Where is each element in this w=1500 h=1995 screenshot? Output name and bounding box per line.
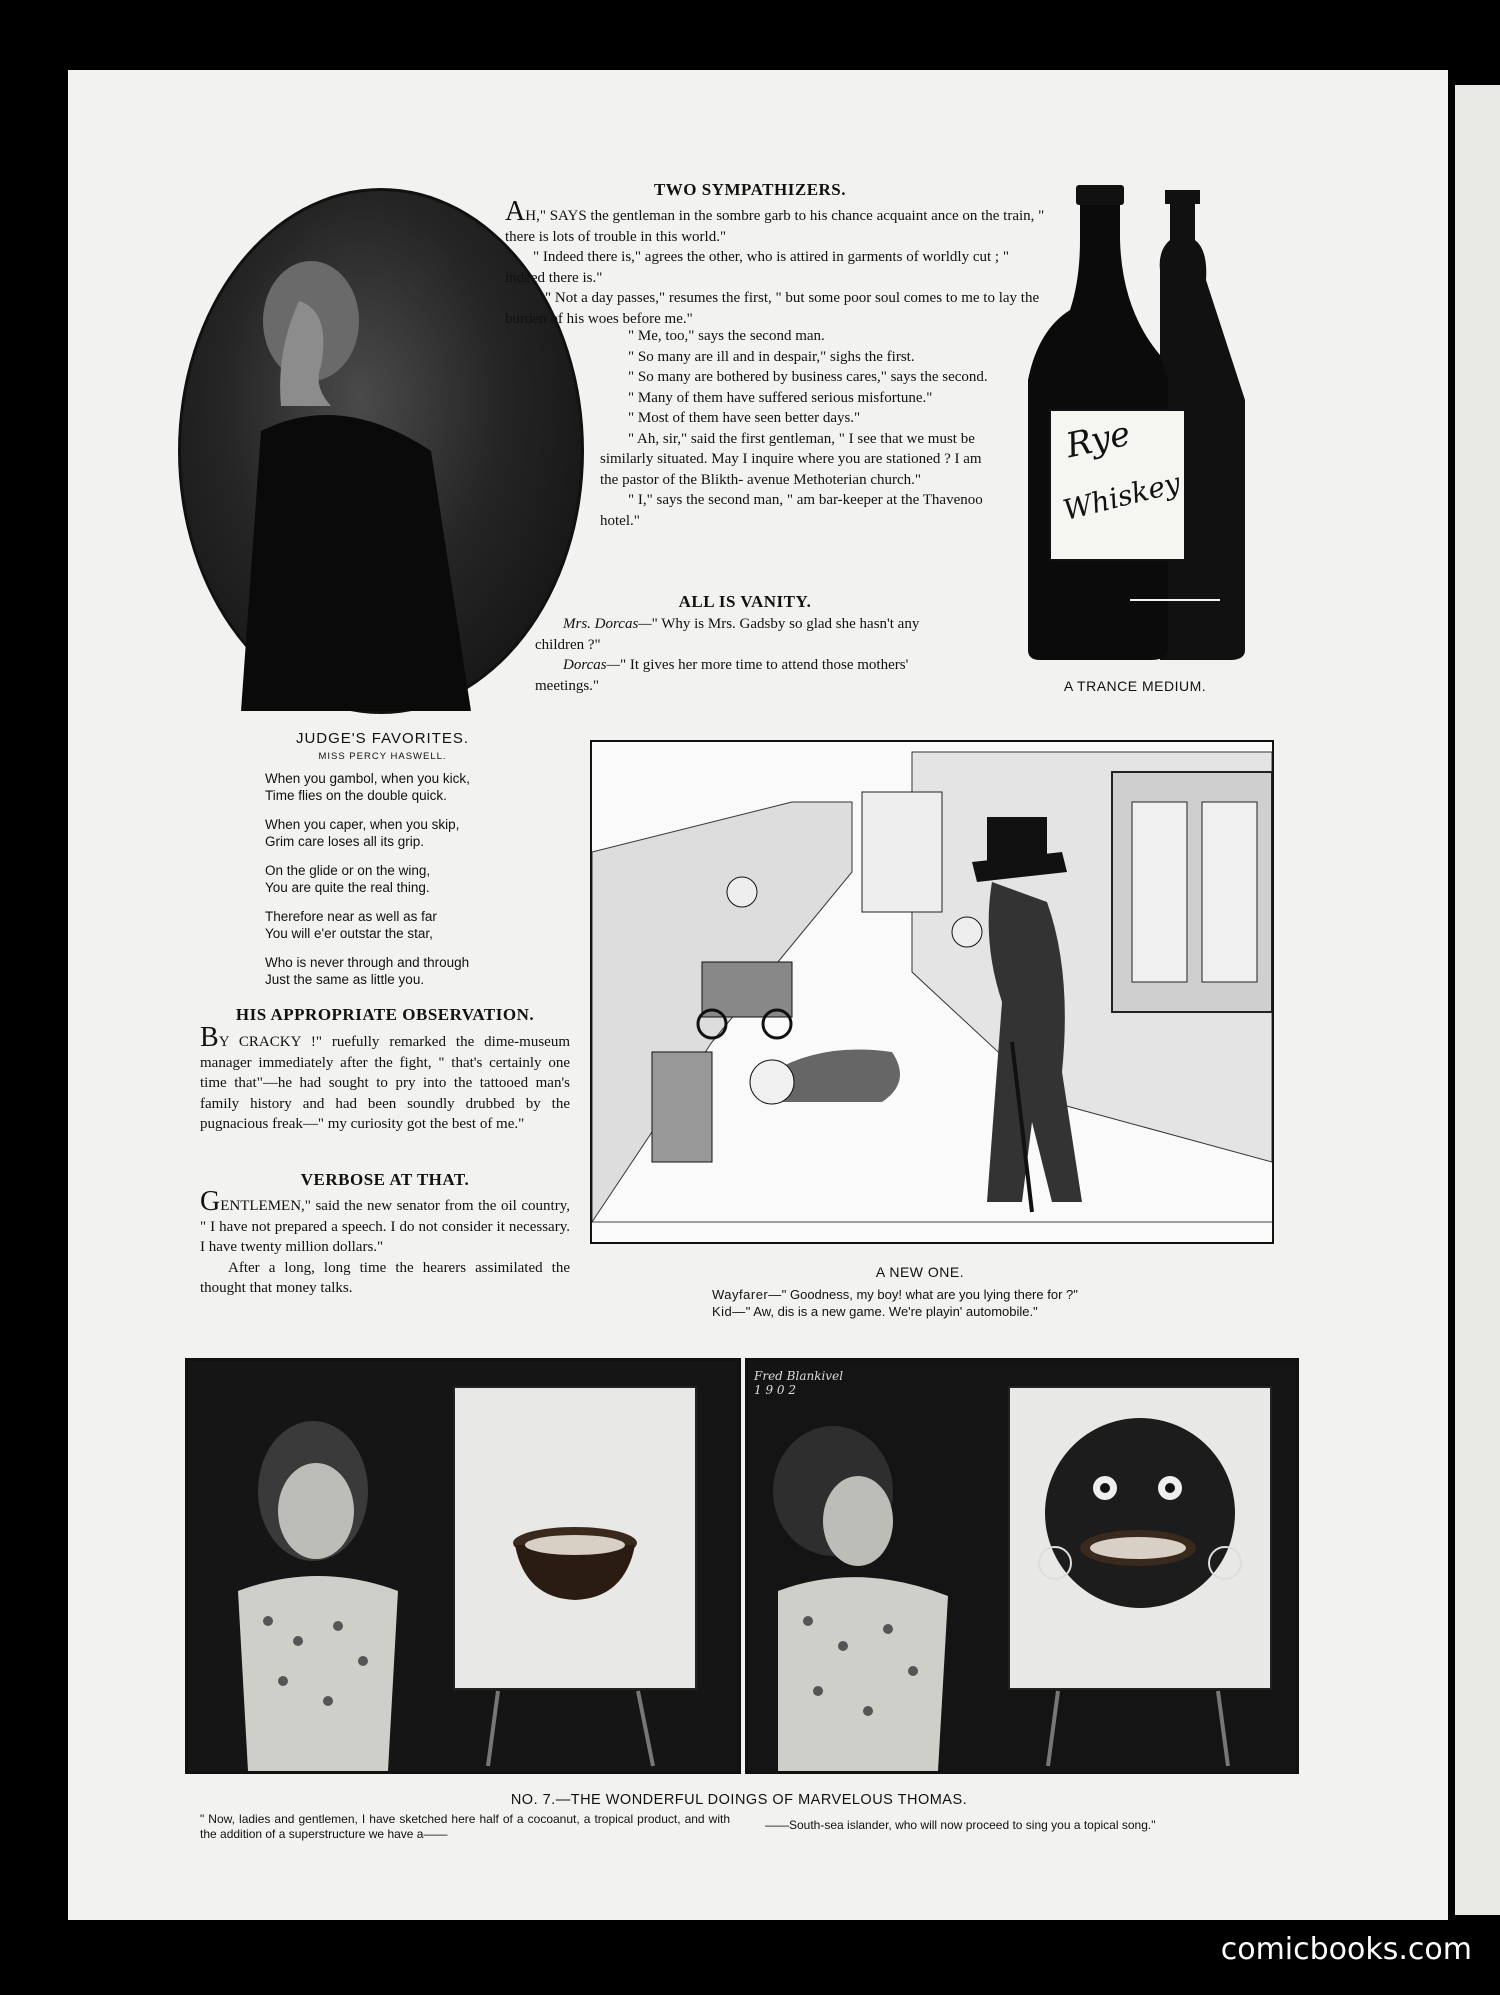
favorites-subtitle: MISS PERCY HASWELL. bbox=[318, 751, 447, 762]
poem-stanza: Therefore near as well as far You will e'er outstar the star, bbox=[265, 909, 437, 941]
thomas-left-caption: " Now, ladies and gentlemen, I have sketched here half of a cocoanut, a tropical product, and with the addition of a superstructure we have a—— bbox=[200, 1812, 730, 1841]
facing-page-edge bbox=[1455, 85, 1500, 1915]
thomas-panel-right bbox=[745, 1358, 1299, 1774]
vanity-speaker-1: Mrs. Dorcas— bbox=[563, 616, 652, 632]
whiskey-bottle-illustration bbox=[1010, 180, 1260, 670]
verbose-dropcap: G bbox=[200, 1186, 221, 1217]
observation-dropcap: B bbox=[200, 1022, 219, 1053]
verbose-body: GENTLEMEN," said the new senator from the oil country, " I have not prepared a speech. I do not consider it necessary. I have twenty million dollars." After a long, long time the hearers assimilated the thought that money talks. bbox=[200, 1186, 570, 1296]
poem-stanza: On the glide or on the wing, You are quite the real thing. bbox=[265, 863, 431, 895]
vanity-body: Mrs. Dorcas—" Why is Mrs. Gadsby so glad she hasn't any children ?" Dorcas—" It gives her more time to attend those mothers' meetings." bbox=[535, 616, 920, 694]
newone-body: Wayfarer—" Goodness, my boy! what are you lying there for ?" Kid—" Aw, dis is a new game. We're playin' automobile." bbox=[712, 1287, 1078, 1319]
watermark: comicbooks.com bbox=[1220, 1932, 1472, 1967]
thomas-panel-left bbox=[185, 1358, 741, 1774]
poem-stanza: When you caper, when you skip, Grim care loses all its grip. bbox=[265, 817, 460, 849]
vanity-title: ALL IS VANITY. bbox=[678, 592, 812, 611]
poem-stanza: Who is never through and through Just the same as little you. bbox=[265, 955, 470, 987]
street-scene-illustration bbox=[590, 740, 1274, 1244]
favorites-poem bbox=[265, 770, 565, 1000]
observation-body: BY CRACKY !" ruefully remarked the dime-museum manager immediately after the fight, " that's certainly one time that"—he had sought to pry into the tattooed man's family history and had been soundly drubbed by the pugnacious freak—" my curiosity got the best of me." bbox=[200, 1022, 570, 1132]
verbose-title: VERBOSE AT THAT. bbox=[300, 1170, 470, 1189]
favorites-title: JUDGE'S FAVORITES. bbox=[295, 730, 470, 747]
newone-speaker-2: Kid— bbox=[712, 1304, 746, 1319]
bottle-label-rye: Rye bbox=[1062, 413, 1134, 467]
poem-stanza: When you gambol, when you kick, Time flies on the double quick. bbox=[265, 771, 470, 803]
vanity-speaker-2: Dorcas— bbox=[563, 657, 620, 673]
sympathizers-body-narrow: " Me, too," says the second man. " So many are ill and in despair," sighs the first. " So many are bothered by business cares," says the second. " Many of them have suffered serious misfortune." " Most of them have seen better days." " Ah, sir," said the first gentleman, " I see that we must be similarly situated. May I inquire where you are stationed ? I am the pastor of the Blikth- avenue Methoterian church." " I," says the second man, " am bar-keeper at the Thavenoo hotel." bbox=[600, 328, 988, 529]
sympathizers-title: TWO SYMPATHIZERS. bbox=[653, 180, 847, 199]
bottle-label-whiskey: Whiskey bbox=[1059, 466, 1184, 527]
thomas-title: NO. 7.—THE WONDERFUL DOINGS OF MARVELOUS THOMAS. bbox=[510, 1792, 968, 1808]
thomas-right-caption: ——South-sea islander, who will now proceed to sing you a topical song." bbox=[765, 1818, 1156, 1832]
sympathizers-body: AH," SAYS the gentleman in the sombre garb to his chance acquaint ance on the train, " there is lots of trouble in this world." " Indeed there is," agrees the other, who is attired in garments of worldly cut ; " indeed there is." " Not a day passes," resumes the first, " but some poor soul comes to me to lay the burden of his woes before me." bbox=[505, 196, 1045, 327]
sympathizers-dropcap: A bbox=[505, 196, 526, 227]
observation-title: HIS APPROPRIATE OBSERVATION. bbox=[235, 1005, 535, 1024]
newone-title: A NEW ONE. bbox=[875, 1264, 965, 1280]
newone-speaker-1: Wayfarer— bbox=[712, 1287, 782, 1302]
trance-caption: A TRANCE MEDIUM. bbox=[1063, 678, 1207, 694]
artist-signature: Fred Blankivel 1 9 0 2 bbox=[754, 1369, 844, 1397]
